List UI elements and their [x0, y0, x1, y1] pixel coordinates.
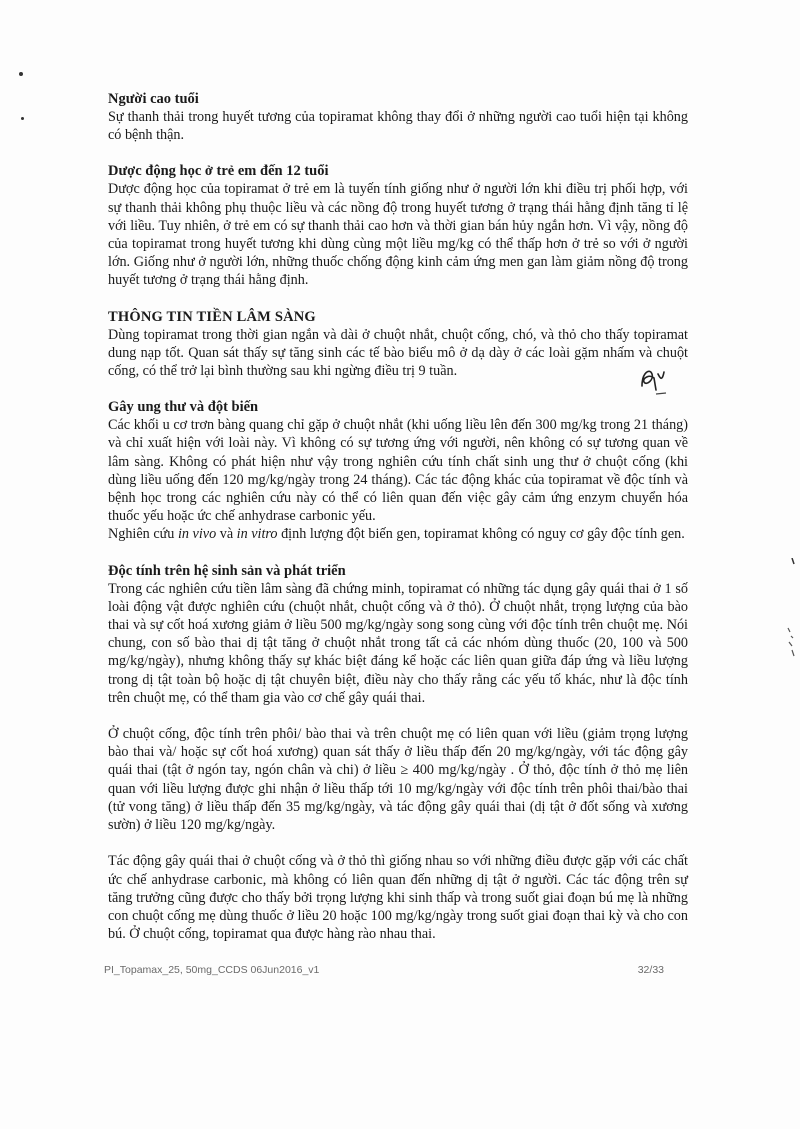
text-run: định lượng đột biến gen, topiramat không có nguy cơ gây độc tính gen.	[277, 526, 685, 543]
section-heading: THÔNG TIN TIỀN LÂM SÀNG	[108, 308, 316, 325]
document-body	[108, 90, 688, 943]
section-heading: Dược động học ở trẻ em đến 12 tuổi	[108, 163, 329, 180]
section-heading: Người cao tuổi	[108, 91, 199, 107]
italic-term: in vitro	[236, 526, 278, 543]
section-reproductive-toxicity	[108, 562, 688, 944]
paragraph: Sự thanh thải trong huyết tương của topiramat không thay đổi ở những người cao tuổi hiện tại không có bệnh thận.	[108, 109, 688, 144]
section-elderly	[108, 90, 688, 144]
paragraph: Trong các nghiên cứu tiền lâm sàng đã chứng minh, topiramat có những tác dụng gây quái thai ở 1 số loài động vật được nghiên cứu (chuột nhắt, chuột cống và ở thỏ). Ở chuột nhắt, trọng lượng của bào thai và sự cốt hoá xương giảm ở liều 500 mg/kg/ngày song song cùng với độc tính trên chuột mẹ. Nói chung, con số bào thai dị tật tăng ở chuột nhắt trong tất cả các nhóm dùng thuốc (20, 100 và 500 mg/kg/ngày), nhưng không thấy sự khác biệt đáng kể hoặc các liên quan giữa đáp ứng và liều lượng trong dị tật toàn bộ hoặc dị tật chuyên biệt, điều này cho thấy rằng các yếu tố khác, như là độc tính trên chuột mẹ, có thể tham gia vào cơ chế gây quái thai.	[108, 580, 688, 706]
scan-speck	[21, 117, 24, 120]
paragraph: Dược động học của topiramat ở trẻ em là tuyến tính giống như ở người lớn khi điều trị phối hợp, với sự thanh thải không phụ thuộc liều và các nồng độ trong huyết tương ở trạng thái hằng định tăng tỉ lệ với liều. Tuy nhiên, ở trẻ em có sự thanh thải cao hơn và thời gian bán hủy ngắn hơn. Vì vậy, nồng độ của topiramat trong huyết tương khi dùng cùng một liều mg/kg có thể thấp hơn ở trẻ so với ở người lớn. Giống như ở người lớn, những thuốc chống động kinh cảm ứng men gan làm giảm nồng độ trong huyết tương ở trạng thái hằng định.	[108, 181, 688, 289]
section-heading: Độc tính trên hệ sinh sản và phát triển	[108, 562, 346, 579]
paragraph: Các khối u cơ trơn bàng quang chỉ gặp ở chuột nhắt (khi uống liều lên đến 300 mg/kg trong 21 tháng) và chỉ xuất hiện với loài này. Vì không có sự tương ứng với người, nên không có sự tương quan về lâm sàng. Không có phát hiện như vậy trong nghiên cứu tính chất sinh ung thư ở chuột cống (khi dùng liều uống đến 120 mg/kg/ngày trong 24 tháng). Các tác động khác của topiramat về độc tính và bệnh học trong các nghiên cứu này có thể có liên quan đến việc gây cảm ứng enzym chuyển hóa thuốc yếu hoặc ức chế anhydrase carbonic yếu.	[108, 417, 688, 525]
scan-edge-artifact	[786, 558, 796, 668]
section-pediatric-pharmacokinetics	[108, 162, 688, 289]
section-carcinogenicity-mutagenicity	[108, 398, 688, 543]
text-run: Nghiên cứu	[108, 526, 178, 543]
handwritten-initial-mark	[636, 364, 672, 396]
scan-speck	[19, 72, 23, 76]
paragraph: Dùng topiramat trong thời gian ngắn và dài ở chuột nhắt, chuột cống, chó, và thỏ cho thấy topiramat dung nạp tốt. Quan sát thấy sự tăng sinh các tế bào biểu mô ở dạ dày ở các loài gặm nhấm và chuột cống, có thể trở lại bình thường sau khi ngừng điều trị 9 tuần.	[108, 326, 688, 380]
footer-document-id: PI_Topamax_25, 50mg_CCDS 06Jun2016_v1	[104, 964, 320, 976]
italic-term: in vivo	[177, 526, 217, 543]
section-heading: Gây ung thư và đột biến	[108, 399, 259, 416]
section-preclinical-info	[108, 308, 688, 381]
text-run: và	[216, 526, 237, 543]
paragraph: Tác động gây quái thai ở chuột cống và ở thỏ thì giống nhau so với những điều được gặp với các chất ức chế anhydrase carbonic, mà không có liên quan đến những dị tật ở người. Các tác động trên sự tăng trưởng cũng được cho thấy bởi trọng lượng khi sinh thấp và trong suốt giai đoạn bú mẹ là những con chuột cống mẹ dùng thuốc ở liều 20 hoặc 100 mg/kg/ngày trong suốt giai đoạn thai kỳ và cho con bú. Ở chuột cống, topiramat qua được hàng rào nhau thai.	[108, 853, 688, 943]
paragraph: Ở chuột cống, độc tính trên phôi/ bào thai và trên chuột mẹ có liên quan với liều (giảm trọng lượng bào thai và/ hoặc sự cốt hoá xương) quan sát thấy ở liều thấp đến 20 mg/kg/ngày, với tác động gây quái thai (tật ở ngón tay, ngón chân và chi) ở liều ≥ 400 mg/kg/ngày . Ở thỏ, độc tính ở thỏ mẹ liên quan với liều lượng được ghi nhận ở liều thấp tới 10 mg/kg/ngày với độc tính trên phôi thai/bào thai (tử vong tăng) ở liều thấp đến 35 mg/kg/ngày, và tác động gây quái thai (dị tật ở đốt sống và xương sườn) ở liều 120 mg/kg/ngày.	[108, 726, 688, 834]
footer-page-number: 32/33	[637, 964, 664, 976]
paragraph-genotoxicity	[108, 525, 688, 543]
